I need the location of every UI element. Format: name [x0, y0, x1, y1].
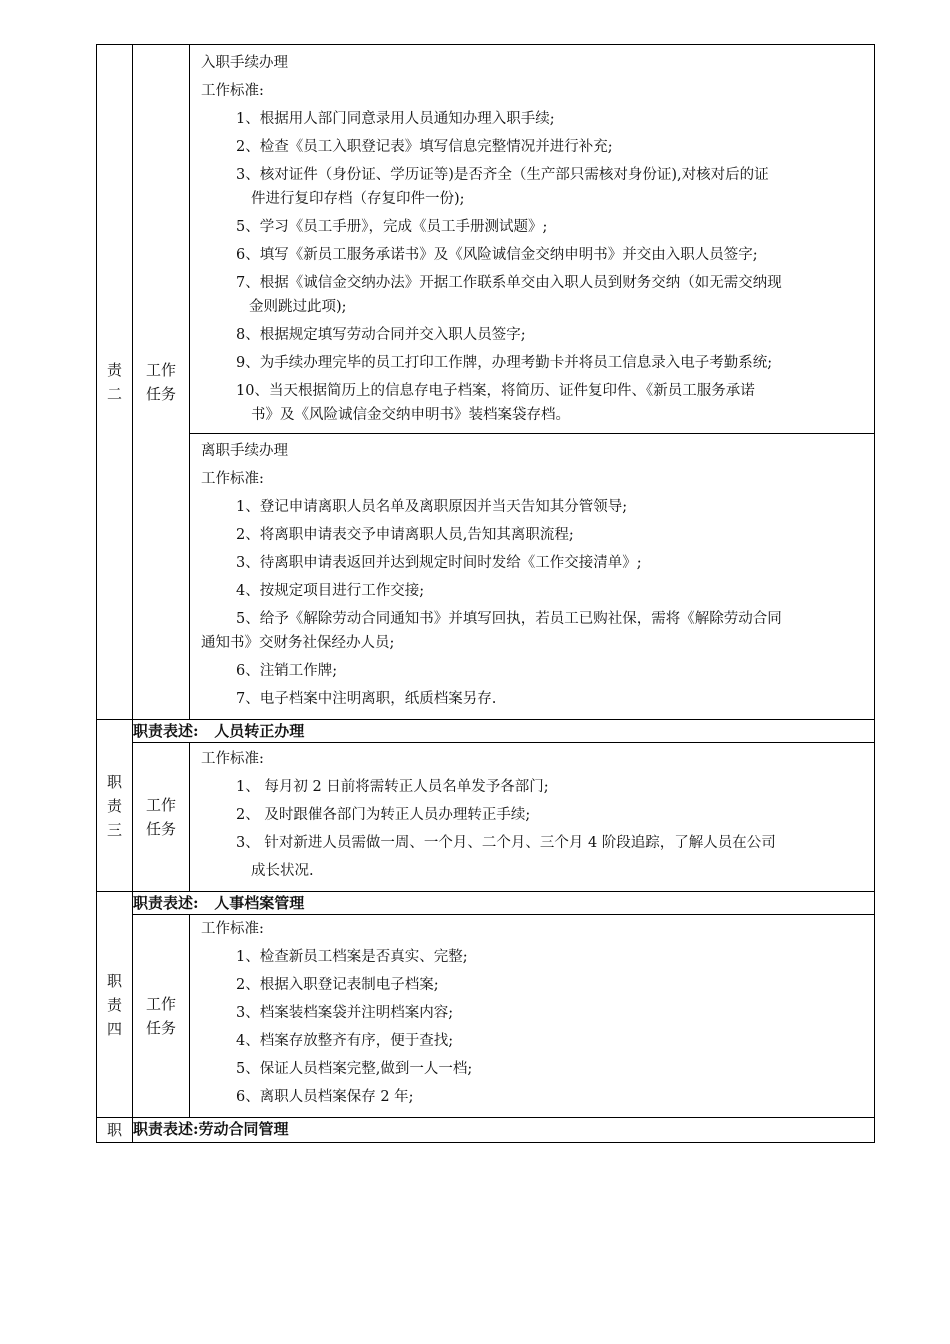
task-label-line: 任务 — [145, 385, 176, 403]
duty3-task-label — [133, 743, 190, 892]
duty5-statement: 职责表述:劳动合同管理 — [133, 1118, 875, 1143]
list-item: 1、登记申请离职人员名单及离职原因并当天告知其分管领导; — [236, 499, 628, 515]
list-item: 2、 及时跟催各部门为转正人员办理转正手续; — [236, 807, 531, 823]
offboarding-cell — [190, 434, 875, 720]
duty3-statement: 职责表述: 人员转正办理 — [133, 720, 875, 743]
list-item: 7、根据《诚信金交纳办法》开据工作联系单交由入职人员到财务交纳（如无需交纳现 — [236, 275, 782, 291]
duty4-statement: 职责表述: 人事档案管理 — [133, 892, 875, 915]
list-item: 3、核对证件（身份证、学历证等)是否齐全（生产部只需核对身份证),对核对后的证 — [236, 167, 769, 183]
duty3-task-row — [97, 743, 875, 892]
task-label-line: 工作 — [145, 995, 176, 1013]
list-item: 1、 每月初 2 日前将需转正人员名单发予各部门; — [236, 779, 549, 795]
list-item: 5、学习《员工手册》，完成《员工手册测试题》; — [236, 219, 548, 235]
onboarding-standard: 工作标准: — [201, 83, 264, 99]
duty2-offboarding-row — [97, 434, 875, 720]
list-item: 6、填写《新员工服务承诺书》及《风险诚信金交纳申明书》并交由入职人员签字; — [236, 247, 758, 263]
list-item: 3、 针对新进人员需做一周、一个月、二个月、三个月 4 阶段追踪，了解人员在公司 — [236, 835, 776, 851]
list-item: 4、档案存放整齐有序，便于查找; — [236, 1033, 454, 1049]
duty4-header-row — [97, 892, 875, 915]
list-item: 2、根据入职登记表制电子档案; — [236, 977, 439, 993]
list-item: 3、档案装档案袋并注明档案内容; — [236, 1005, 454, 1021]
list-item-continued: 金则跳过此项); — [249, 299, 347, 315]
duty3-header-row — [97, 720, 875, 743]
task-label-line: 工作 — [145, 361, 176, 379]
onboarding-cell — [190, 45, 875, 434]
duty5-side-label: 职 — [97, 1118, 133, 1143]
offboarding-title: 离职手续办理 — [201, 443, 288, 459]
list-item: 6、离职人员档案保存 2 年; — [236, 1089, 414, 1105]
side-char: 二 — [106, 385, 122, 403]
list-item: 8、根据规定填写劳动合同并交入职人员签字; — [236, 327, 526, 343]
duty2-onboarding-row — [97, 45, 875, 434]
list-item-continued: 通知书》交财务社保经办人员; — [201, 635, 395, 651]
list-item: 2、将离职申请表交予申请离职人员,告知其离职流程; — [236, 527, 574, 543]
list-item: 2、检查《员工入职登记表》填写信息完整情况并进行补充; — [236, 139, 613, 155]
list-item-continued: 成长状况. — [251, 863, 314, 879]
side-char: 职 — [106, 772, 122, 791]
task-label-line: 任务 — [145, 1019, 176, 1037]
onboarding-title: 入职手续办理 — [201, 55, 288, 71]
list-item: 10、当天根据简历上的信息存电子档案，将简历、证件复印件、《新员工服务承诺 — [236, 383, 755, 399]
side-char: 四 — [106, 1019, 122, 1038]
duty2-task-label — [133, 45, 190, 720]
duty4-task-row — [97, 915, 875, 1118]
side-char: 责 — [106, 796, 122, 815]
side-char: 责 — [106, 995, 122, 1014]
task-label-line: 工作 — [145, 796, 176, 814]
list-item: 6、注销工作牌; — [236, 663, 338, 679]
list-item-continued: 件进行复印存档（存复印件一份); — [251, 191, 465, 207]
task-label-line: 任务 — [145, 820, 176, 838]
list-item: 5、给予《解除劳动合同通知书》并填写回执，若员工已购社保，需将《解除劳动合同 — [236, 611, 782, 627]
list-item: 5、保证人员档案完整,做到一人一档; — [236, 1061, 473, 1077]
list-item: 7、电子档案中注明离职，纸质档案另存. — [236, 691, 497, 707]
duty3-side-label — [97, 720, 133, 892]
list-item: 9、为手续办理完毕的员工打印工作牌，办理考勤卡并将员工信息录入电子考勤系统; — [236, 355, 773, 371]
duty4-standard: 工作标准: — [201, 921, 264, 937]
side-char: 三 — [106, 820, 122, 839]
list-item: 1、根据用人部门同意录用人员通知办理入职手续; — [236, 111, 555, 127]
duty4-side-label — [97, 892, 133, 1118]
side-char: 责 — [106, 361, 122, 379]
list-item: 1、检查新员工档案是否真实、完整; — [236, 949, 468, 965]
duty2-side-label — [97, 45, 133, 720]
list-item: 4、按规定项目进行工作交接; — [236, 583, 425, 599]
duty5-header-row — [97, 1118, 875, 1143]
duty4-task-cell — [190, 915, 875, 1118]
duty3-task-cell — [190, 743, 875, 892]
duty4-task-label — [133, 915, 190, 1118]
side-char: 职 — [106, 971, 122, 990]
list-item-continued: 书》及《风险诚信金交纳申明书》装档案袋存档。 — [251, 407, 570, 423]
job-duty-table — [96, 44, 875, 1143]
duty3-standard: 工作标准: — [201, 751, 264, 767]
list-item: 3、待离职申请表返回并达到规定时间时发给《工作交接清单》; — [236, 555, 642, 571]
offboarding-standard: 工作标准: — [201, 471, 264, 487]
